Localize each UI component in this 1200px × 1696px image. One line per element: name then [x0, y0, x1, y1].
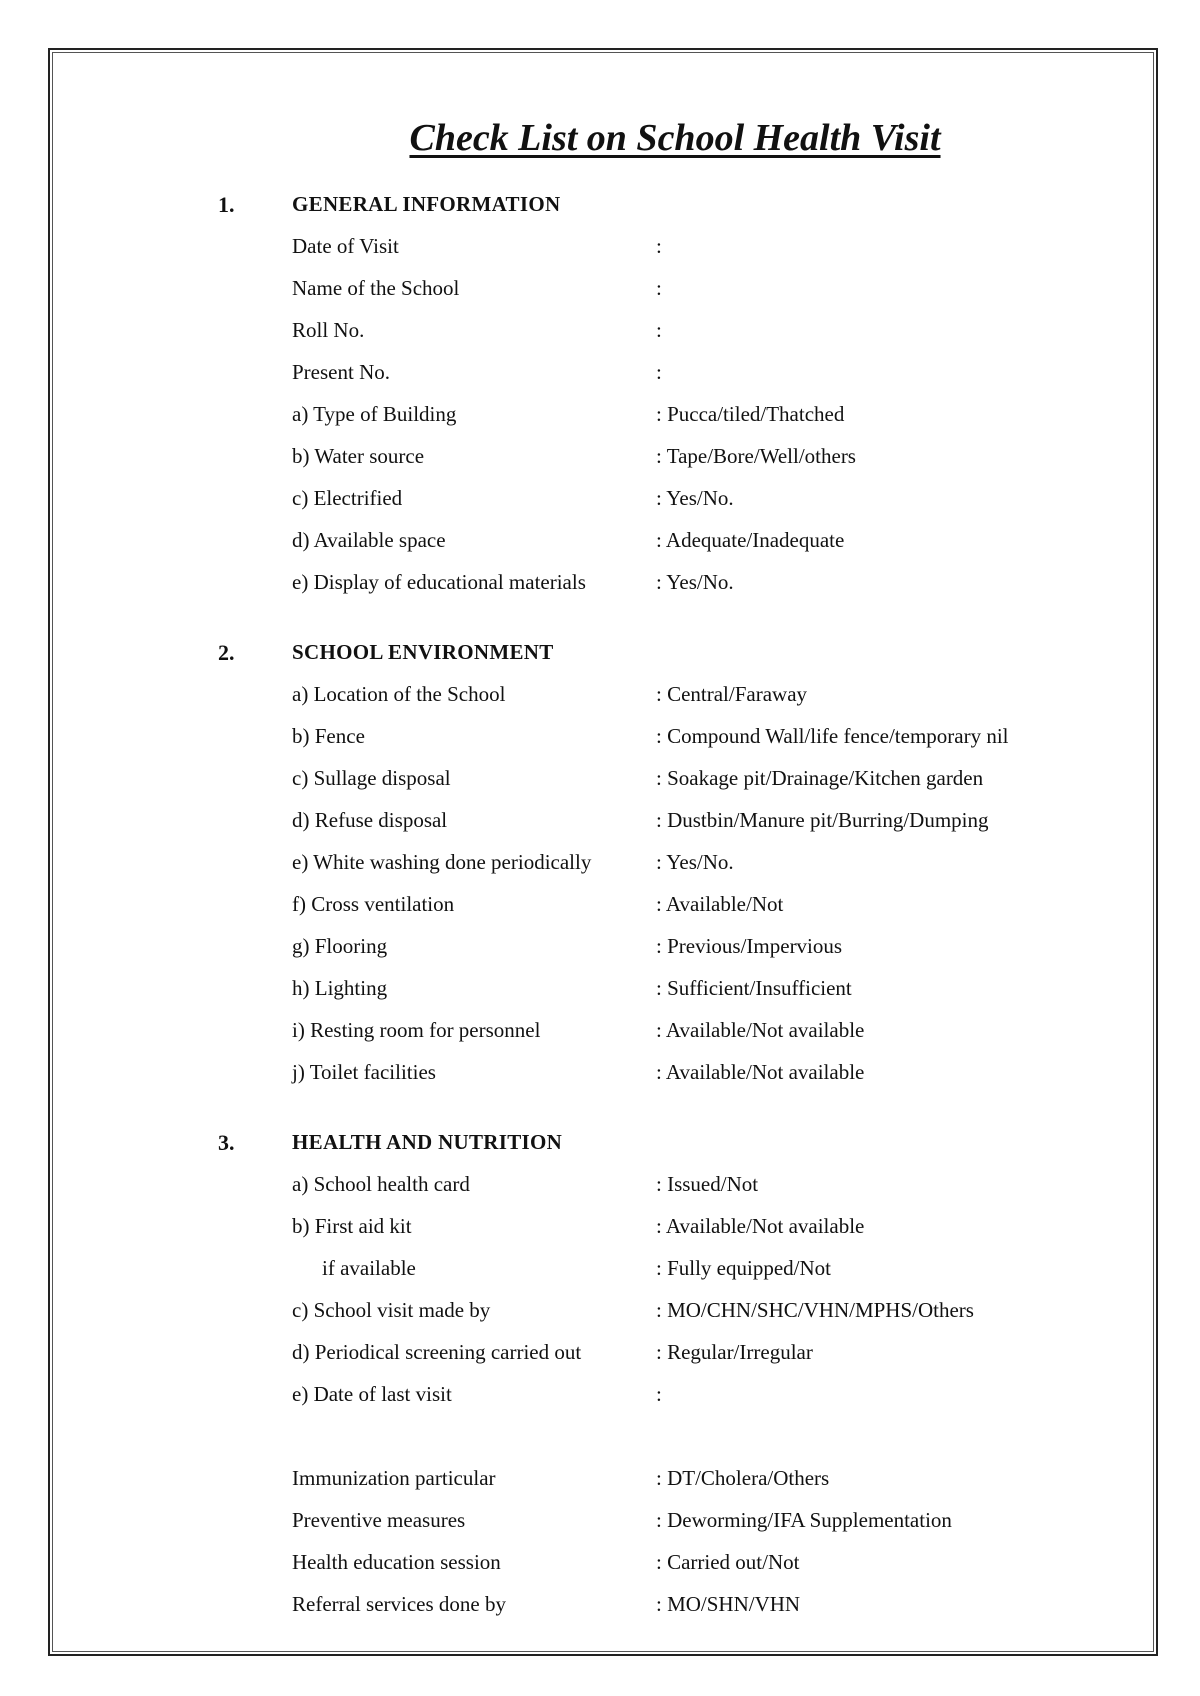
- form-row: [0, 766, 1200, 796]
- form-row: [0, 444, 1200, 474]
- form-row: [0, 808, 1200, 838]
- field-value: : Regular/Irregular: [656, 1340, 813, 1364]
- field-value: : Compound Wall/life fence/temporary nil: [656, 724, 1009, 748]
- form-row: [0, 1256, 1200, 1286]
- field-value: : Deworming/IFA Supplementation: [656, 1508, 952, 1532]
- field-value: : Previous/Impervious: [656, 934, 843, 958]
- form-row: [0, 1298, 1200, 1328]
- field-label: c) School visit made by: [292, 1298, 491, 1322]
- field-label: if available: [322, 1256, 416, 1280]
- field-label: a) School health card: [292, 1172, 470, 1196]
- form-row: [0, 1550, 1200, 1580]
- field-value: : Issued/Not: [656, 1172, 759, 1196]
- field-label: j) Toilet facilities: [292, 1060, 436, 1084]
- field-value: :: [656, 360, 662, 384]
- field-label: c) Sullage disposal: [292, 766, 451, 790]
- form-row: [0, 1592, 1200, 1622]
- field-value: : Carried out/Not: [656, 1550, 800, 1574]
- section-number: 1.: [218, 192, 235, 217]
- form-row: [0, 402, 1200, 432]
- section-heading: HEALTH AND NUTRITION: [292, 1130, 563, 1154]
- page-title: Check List on School Health Visit: [409, 117, 941, 159]
- field-value: :: [656, 318, 662, 342]
- form-row: [0, 1172, 1200, 1202]
- field-value: : Tape/Bore/Well/others: [656, 444, 856, 468]
- form-row: [0, 528, 1200, 558]
- field-value: :: [656, 1382, 662, 1406]
- form-row: [0, 976, 1200, 1006]
- field-label: e) White washing done periodically: [292, 850, 592, 874]
- form-row: [0, 570, 1200, 600]
- field-label: Immunization particular: [292, 1466, 496, 1490]
- field-label: h) Lighting: [292, 976, 388, 1000]
- field-label: Date of Visit: [292, 234, 399, 258]
- field-label: f) Cross ventilation: [292, 892, 455, 916]
- field-label: Referral services done by: [292, 1592, 506, 1616]
- field-value: : Sufficient/Insufficient: [656, 976, 852, 1000]
- field-value: : Central/Faraway: [656, 682, 808, 706]
- section-heading: SCHOOL ENVIRONMENT: [292, 640, 554, 664]
- field-label: b) First aid kit: [292, 1214, 412, 1238]
- form-row: [0, 682, 1200, 712]
- form-row: [0, 1466, 1200, 1496]
- section-number: 3.: [218, 1130, 235, 1155]
- section-number: 2.: [218, 640, 235, 665]
- field-value: : Yes/No.: [656, 850, 734, 874]
- field-value: : Yes/No.: [656, 570, 734, 594]
- field-label: b) Fence: [292, 724, 365, 748]
- form-row: [0, 234, 1200, 264]
- form-row: [0, 1340, 1200, 1370]
- field-label: i) Resting room for personnel: [292, 1018, 541, 1042]
- field-label: d) Refuse disposal: [292, 808, 448, 832]
- form-row: [0, 934, 1200, 964]
- form-row: [0, 360, 1200, 390]
- field-label: a) Type of Building: [292, 402, 457, 426]
- form-row: [0, 850, 1200, 880]
- form-row: [0, 1382, 1200, 1412]
- field-label: d) Available space: [292, 528, 446, 552]
- field-value: : Available/Not: [656, 892, 784, 916]
- field-value: :: [656, 276, 662, 300]
- form-row: [0, 1018, 1200, 1048]
- field-value: : Available/Not available: [656, 1018, 865, 1042]
- field-value: : Dustbin/Manure pit/Burring/Dumping: [656, 808, 989, 832]
- form-row: [0, 724, 1200, 754]
- form-row: [0, 276, 1200, 306]
- field-value: : Yes/No.: [656, 486, 734, 510]
- field-value: : Soakage pit/Drainage/Kitchen garden: [656, 766, 984, 790]
- field-label: b) Water source: [292, 444, 425, 468]
- field-value: : MO/CHN/SHC/VHN/MPHS/Others: [656, 1298, 974, 1322]
- field-value: : MO/SHN/VHN: [656, 1592, 801, 1616]
- form-row: [0, 1214, 1200, 1244]
- section-heading: GENERAL INFORMATION: [292, 192, 561, 216]
- field-label: g) Flooring: [292, 934, 388, 958]
- field-value: : Adequate/Inadequate: [656, 528, 845, 552]
- field-label: e) Display of educational materials: [292, 570, 586, 594]
- field-label: Health education session: [292, 1550, 501, 1574]
- field-value: : Pucca/tiled/Thatched: [656, 402, 845, 426]
- form-row: [0, 486, 1200, 516]
- field-value: : Available/Not available: [656, 1060, 865, 1084]
- field-label: a) Location of the School: [292, 682, 506, 706]
- field-value: : DT/Cholera/Others: [656, 1466, 830, 1490]
- field-label: c) Electrified: [292, 486, 403, 510]
- field-label: Preventive measures: [292, 1508, 466, 1532]
- form-row: [0, 1060, 1200, 1090]
- field-value: : Fully equipped/Not: [656, 1256, 831, 1280]
- form-row: [0, 892, 1200, 922]
- field-label: Present No.: [292, 360, 390, 384]
- form-row: [0, 1508, 1200, 1538]
- field-label: Name of the School: [292, 276, 460, 300]
- field-label: e) Date of last visit: [292, 1382, 452, 1406]
- field-value: : Available/Not available: [656, 1214, 865, 1238]
- field-label: Roll No.: [292, 318, 365, 342]
- field-label: d) Periodical screening carried out: [292, 1340, 582, 1364]
- field-value: :: [656, 234, 662, 258]
- form-row: [0, 318, 1200, 348]
